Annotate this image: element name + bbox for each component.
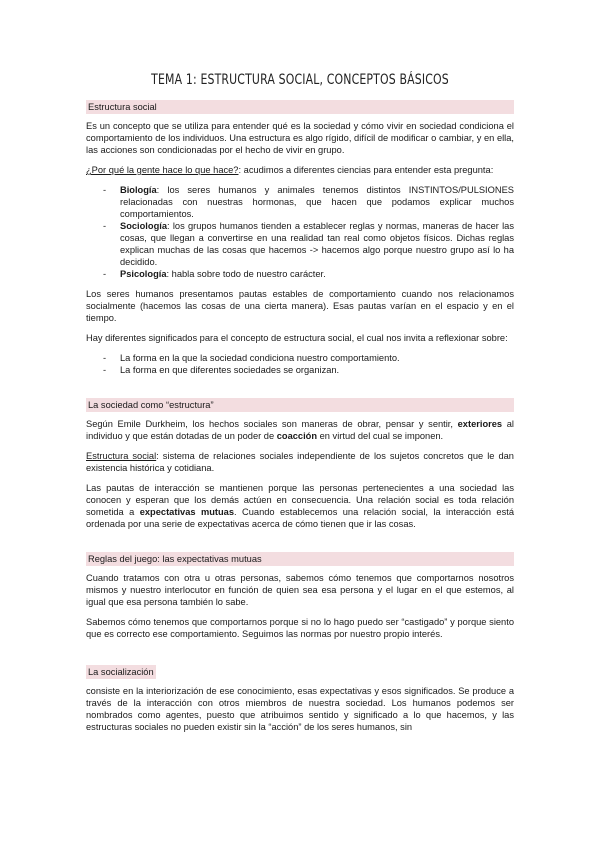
text-run: al individuo y que están dotadas de un poder de: [86, 419, 514, 441]
section-heading-reglas-juego: Reglas del juego: las expectativas mutuas: [86, 552, 514, 566]
paragraph: consiste en la interiorización de ese conocimiento, esas expectativas y esos significados. Se produce a través de la interacción con otros miembros de nuestra sociedad. Los humanos podemos ser nombrados como agentes, puesto que atribuimos sentido y significado a lo que hacemos, y las estructuras sociales no pueden existir sin la “acción” de los seres humanos, sin: [86, 686, 514, 732]
list-text: : habla sobre todo de nuestro carácter.: [166, 269, 326, 279]
section-heading-socializacion: La socialización: [88, 667, 154, 677]
page-title: TEMA 1: ESTRUCTURA SOCIAL, CONCEPTOS BÁSICOS: [151, 72, 449, 88]
paragraph: Hay diferentes significados para el concepto de estructura social, el cual nos invita a reflexionar sobre:: [86, 333, 508, 343]
text-run: . Cuando establecemos una relación social, la interacción está ordenada por una serie de expectativas acerca de cómo tienen que ir las cosas.: [86, 507, 514, 529]
list-item: [120, 268, 514, 280]
bold-term: exteriores: [457, 419, 503, 429]
question-rest: : acudimos a diferentes ciencias para entender esta pregunta:: [238, 165, 494, 175]
bold-term: expectativas mutuas: [139, 507, 235, 517]
underlined-term: Estructura social: [86, 451, 157, 461]
list-item: [120, 184, 514, 220]
text-run: en virtud del cual se imponen.: [317, 431, 444, 441]
paragraph: Es un concepto que se utiliza para entender qué es la sociedad y cómo vivir en sociedad condiciona el comportamiento de los individuos. Una estructura es algo rígido, difícil de modificar o cambiar, y en ella, las acciones son condicionadas por el hecho de vivir en grupo.: [86, 121, 514, 155]
section-heading-estructura-social: Estructura social: [86, 100, 514, 114]
list-text: : los seres humanos y animales tenemos distintos INSTINTOS/PULSIONES relacionadas con nuestras hormonas, que hacen que podamos explicar muchos comportamientos.: [120, 185, 514, 219]
list-term: Sociología: [120, 221, 168, 231]
list-text: : los grupos humanos tienden a establecer reglas y normas, maneras de hacer las cosas, que llegan a convertirse en una realidad tan real como objetos físicos. Dichas reglas explican muchas de las cosas que hacemos -> hacemos algo porque nuestro grupo así lo ha decidido.: [120, 221, 514, 267]
list-item: - La forma en la que la sociedad condiciona nuestro comportamiento.: [120, 352, 514, 364]
text-run: : sistema de relaciones sociales independiente de los sujetos concretos que le dan existencia histórica y cotidiana.: [86, 451, 514, 473]
paragraph: [86, 418, 514, 442]
paragraph: [86, 164, 514, 176]
paragraph: [86, 482, 514, 530]
paragraph: Los seres humanos presentamos pautas estables de comportamiento cuando nos relacionamos socialmente (hacemos las cosas de una cierta manera). Esas pautas varían en el espacio y en el tiempo.: [86, 289, 514, 323]
bold-term: coacción: [276, 431, 318, 441]
list-item: [120, 220, 514, 268]
list-term: Biología: [120, 185, 157, 195]
paragraph: Sabemos cómo tenemos que comportarnos porque si no lo hago puedo ser “castigado” y porque siento que es correcto ese comportamiento. Seguimos las normas por nuestro propio interés.: [86, 617, 514, 639]
text-run: Las pautas de interacción se mantienen porque las personas pertenecientes a una sociedad las conocen y esperan que los demás actúen en consecuencia. Una relación social es toda relación sometida a: [86, 483, 514, 517]
section-heading-sociedad-estructura: La sociedad como “estructura”: [86, 398, 514, 412]
reflection-list: [86, 352, 514, 376]
text-run: Según Emile Durkheim, los hechos sociales son maneras de obrar, pensar y sentir,: [86, 419, 458, 429]
sciences-list: [86, 184, 514, 280]
list-item: - La forma en que diferentes sociedades se organizan.: [120, 364, 514, 376]
list-term: Psicología: [120, 269, 167, 279]
paragraph: [86, 450, 514, 474]
paragraph: Cuando tratamos con otra u otras personas, sabemos cómo tenemos que comportarnos nosotros mismos y nuestro interlocutor en función de quien sea esa persona y el lugar en el que estemos, al igual que esa persona también lo sabe.: [86, 573, 514, 607]
question-text: ¿Por qué la gente hace lo que hace?: [86, 165, 239, 175]
